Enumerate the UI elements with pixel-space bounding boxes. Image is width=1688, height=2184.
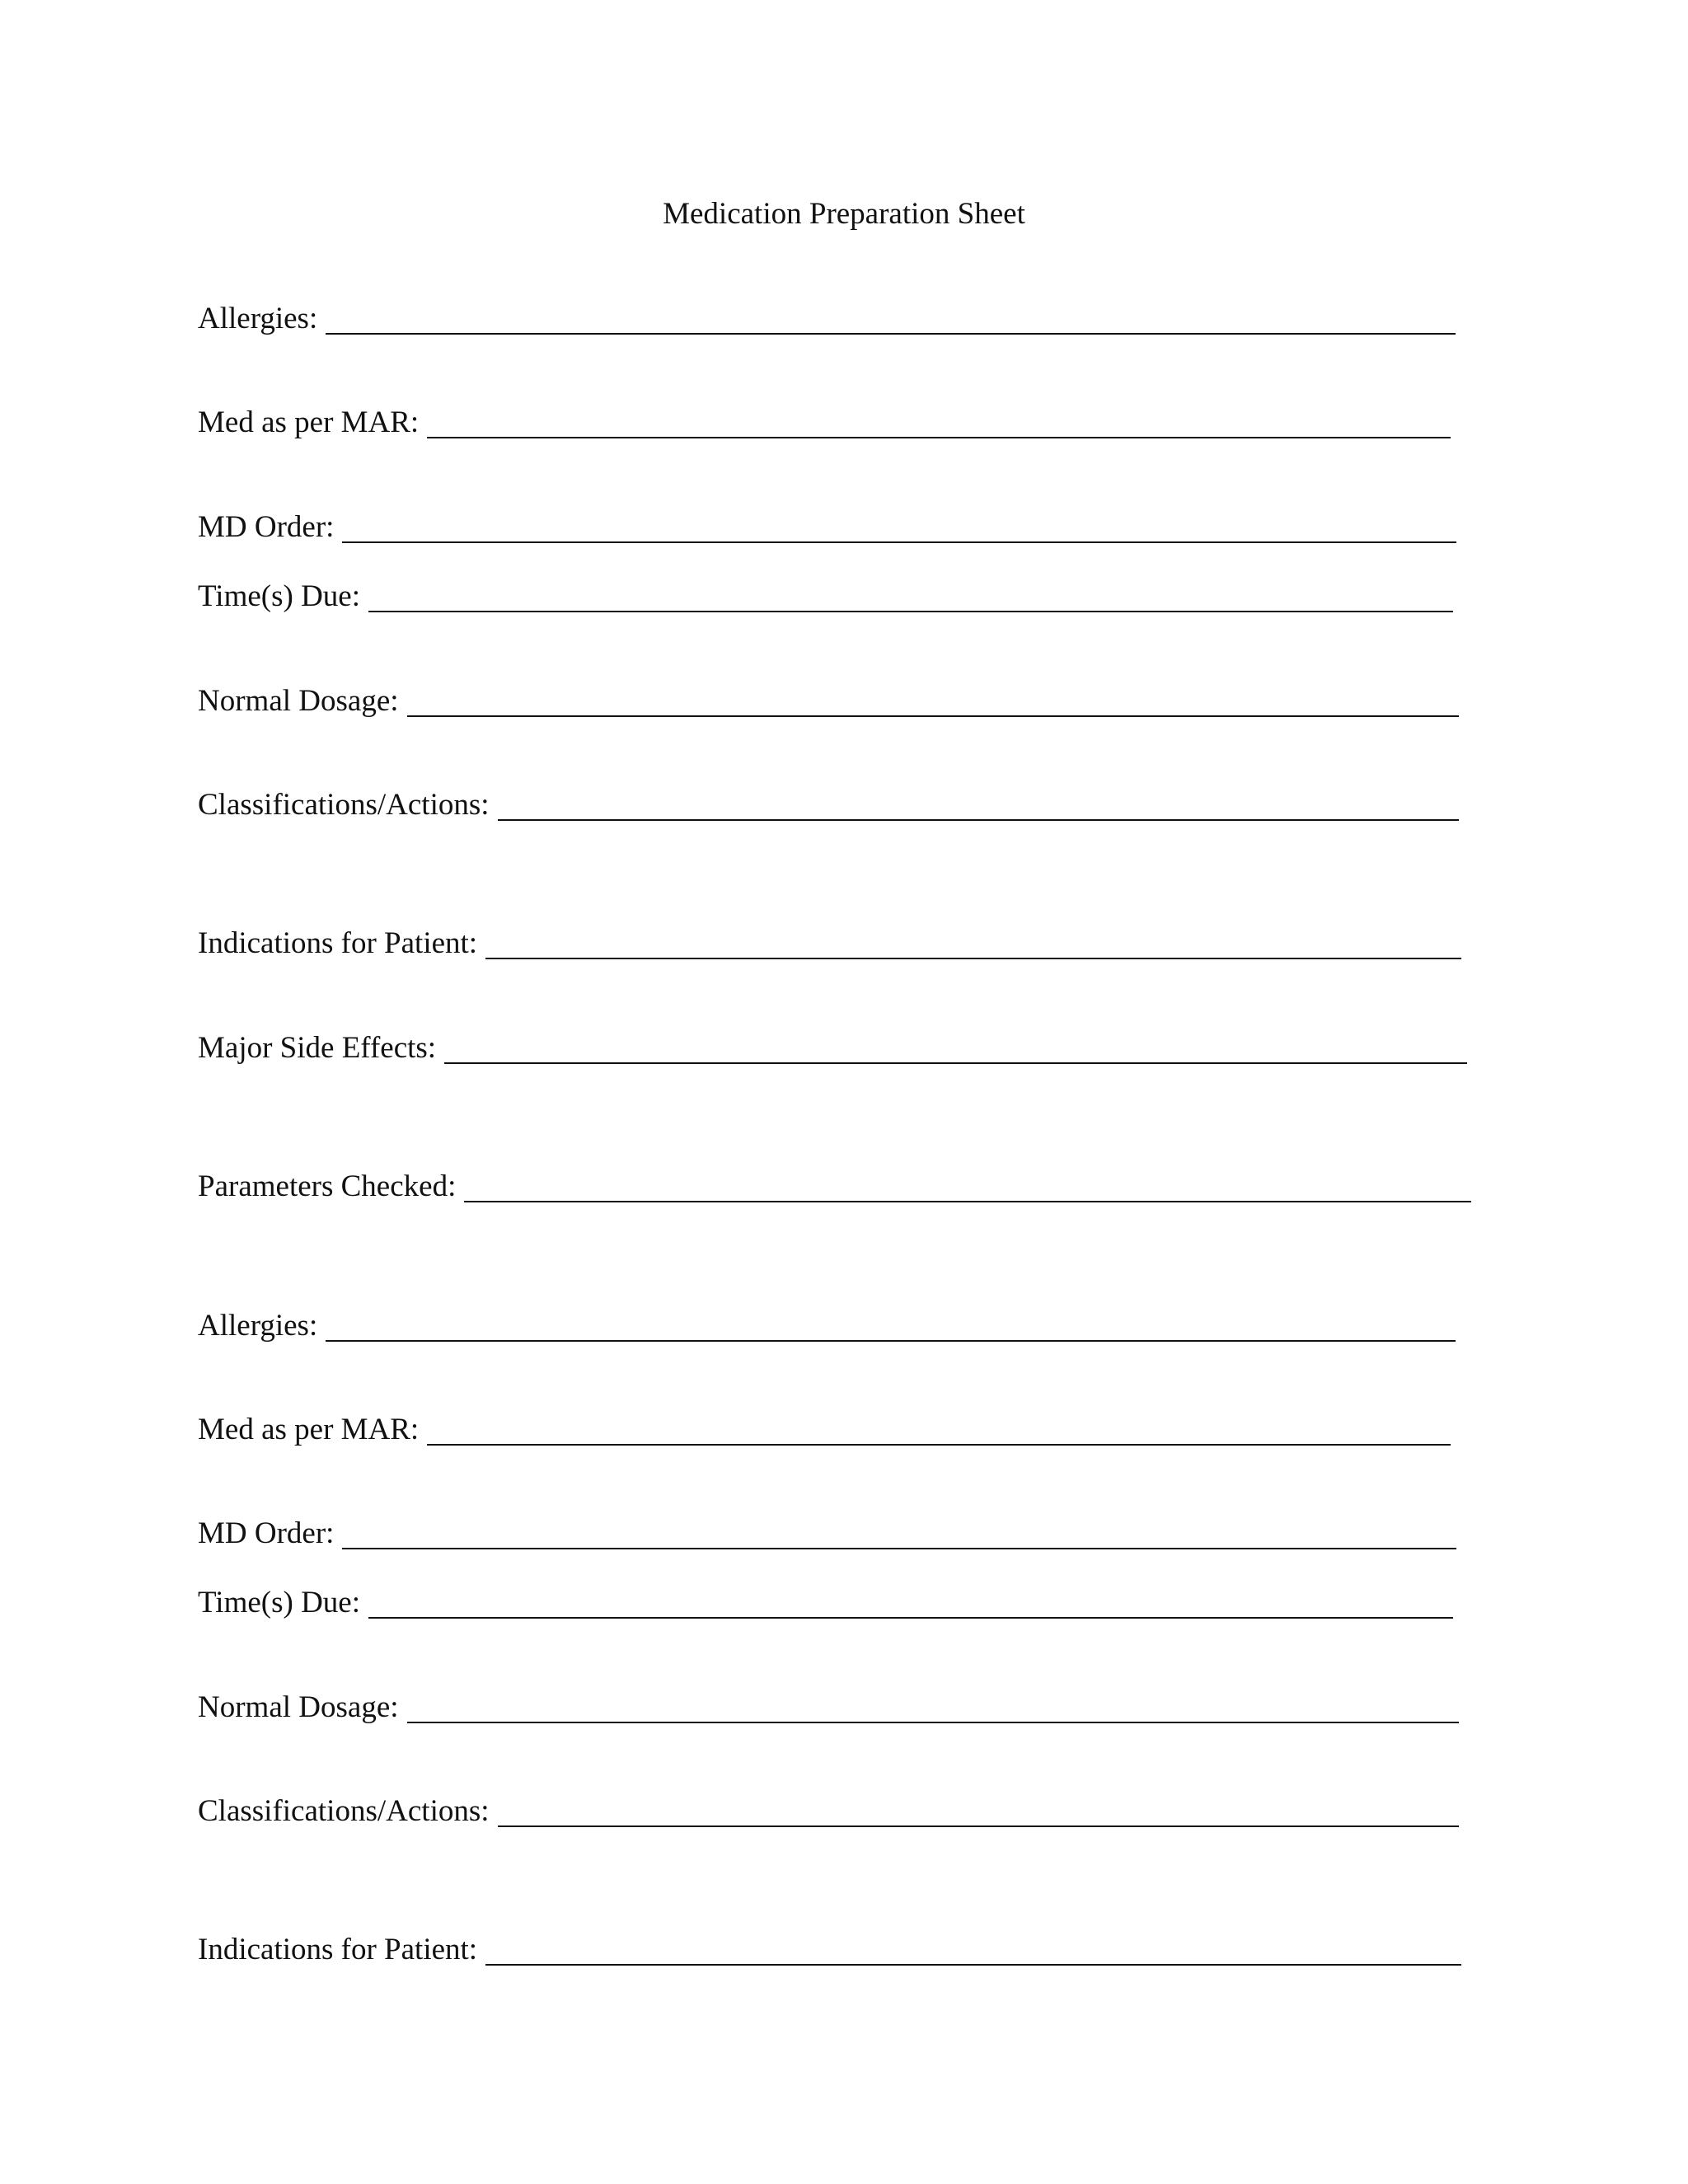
- field-label: Allergies:: [198, 302, 318, 335]
- field-label: MD Order:: [198, 510, 335, 544]
- blank-line[interactable]: [368, 611, 1453, 612]
- md-order-field-2[interactable]: [198, 1513, 1456, 1554]
- blank-line[interactable]: [498, 819, 1459, 821]
- field-label: Parameters Checked:: [198, 1169, 457, 1203]
- field-label: Allergies:: [198, 1309, 318, 1343]
- med-as-per-mar-field[interactable]: [198, 402, 1451, 443]
- allergies-field-2[interactable]: [198, 1305, 1456, 1347]
- blank-line[interactable]: [407, 715, 1459, 717]
- blank-line[interactable]: [407, 1722, 1459, 1723]
- field-label: Time(s) Due:: [198, 579, 360, 613]
- parameters-checked-field[interactable]: [198, 1166, 1471, 1207]
- field-label: Classifications/Actions:: [198, 1794, 490, 1828]
- blank-line[interactable]: [427, 1444, 1451, 1446]
- blank-line[interactable]: [368, 1617, 1453, 1619]
- indications-for-patient-field[interactable]: [198, 923, 1461, 964]
- blank-line[interactable]: [498, 1825, 1459, 1827]
- field-label: Normal Dosage:: [198, 1690, 399, 1724]
- field-label: Classifications/Actions:: [198, 788, 490, 822]
- blank-line[interactable]: [427, 437, 1451, 438]
- page-title: Medication Preparation Sheet: [663, 197, 1025, 231]
- blank-line[interactable]: [326, 333, 1456, 335]
- blank-line[interactable]: [342, 541, 1456, 543]
- field-label: Indications for Patient:: [198, 1933, 478, 1966]
- md-order-field[interactable]: [198, 507, 1456, 548]
- classifications-actions-field-2[interactable]: [198, 1791, 1459, 1832]
- field-label: MD Order:: [198, 1516, 335, 1550]
- normal-dosage-field-2[interactable]: [198, 1687, 1459, 1728]
- times-due-field-2[interactable]: [198, 1582, 1453, 1624]
- major-side-effects-field[interactable]: [198, 1028, 1467, 1069]
- times-due-field[interactable]: [198, 576, 1453, 617]
- field-label: Major Side Effects:: [198, 1031, 437, 1065]
- normal-dosage-field[interactable]: [198, 681, 1459, 722]
- classifications-actions-field[interactable]: [198, 785, 1459, 826]
- field-label: Time(s) Due:: [198, 1586, 360, 1619]
- med-as-per-mar-field-2[interactable]: [198, 1409, 1451, 1451]
- blank-line[interactable]: [444, 1062, 1467, 1064]
- field-label: Normal Dosage:: [198, 684, 399, 718]
- blank-line[interactable]: [464, 1201, 1471, 1202]
- allergies-field[interactable]: [198, 298, 1456, 340]
- blank-line[interactable]: [485, 1964, 1461, 1966]
- field-label: Med as per MAR:: [198, 1413, 420, 1446]
- indications-for-patient-field-2[interactable]: [198, 1929, 1461, 1971]
- field-label: Med as per MAR:: [198, 405, 420, 439]
- field-label: Indications for Patient:: [198, 926, 478, 960]
- blank-line[interactable]: [326, 1340, 1456, 1342]
- blank-line[interactable]: [342, 1548, 1456, 1549]
- blank-line[interactable]: [485, 958, 1461, 959]
